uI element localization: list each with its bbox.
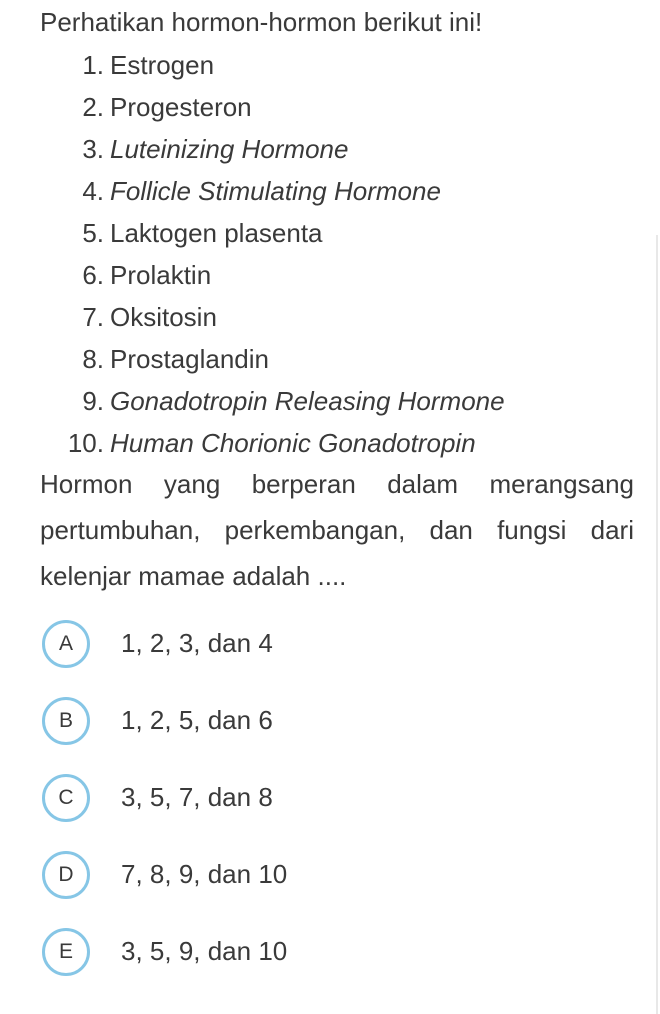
hormone-item (0, 87, 660, 129)
hormone-item (0, 339, 660, 381)
hormone-number: 8. (82, 344, 104, 374)
hormone-number: 3. (82, 134, 104, 164)
option-text[interactable]: 3, 5, 7, dan 8 (121, 782, 273, 812)
hormone-number: 4. (82, 176, 104, 206)
question-text: Hormon yang berperan dalam merangsang pertumbuhan, perkembangan, dan fungsi dari kelenjar mamae adalah .... (40, 469, 634, 591)
hormone-name: Estrogen (110, 50, 215, 80)
hormone-number: 1. (82, 50, 104, 80)
hormone-item (0, 423, 660, 465)
option-letter-badge[interactable]: D (42, 851, 90, 899)
hormone-number: 9. (82, 386, 104, 416)
hormone-name: Prolaktin (110, 260, 212, 290)
answer-option-c[interactable] (0, 763, 660, 840)
hormone-name: Follicle Stimulating Hormone (110, 176, 441, 206)
hormone-name: Human Chorionic Gonadotropin (110, 428, 476, 458)
hormone-item (0, 213, 660, 255)
hormone-list (0, 45, 660, 465)
option-letter-badge[interactable]: A (42, 620, 90, 668)
answer-option-d[interactable] (0, 840, 660, 917)
hormone-number: 2. (82, 92, 104, 122)
hormone-number: 10. (67, 428, 104, 458)
hormone-name: Progesteron (110, 92, 252, 122)
hormone-name: Oksitosin (110, 302, 217, 332)
hormone-item (0, 45, 660, 87)
answer-option-a[interactable] (0, 609, 660, 686)
hormone-item (0, 129, 660, 171)
hormone-number: 5. (82, 218, 104, 248)
answer-option-b[interactable] (0, 686, 660, 763)
hormone-number: 6. (82, 260, 104, 290)
hormone-name: Prostaglandin (110, 344, 269, 374)
option-text[interactable]: 3, 5, 9, dan 10 (121, 936, 288, 966)
option-letter-badge[interactable]: B (42, 697, 90, 745)
question-intro: Perhatikan hormon-hormon berikut ini! (40, 7, 483, 37)
hormone-name: Laktogen plasenta (110, 218, 323, 248)
option-text[interactable]: 1, 2, 5, dan 6 (121, 705, 273, 735)
answer-option-e[interactable] (0, 917, 660, 994)
option-letter-badge[interactable]: E (42, 928, 90, 976)
answer-options (0, 609, 660, 994)
hormone-item (0, 381, 660, 423)
hormone-item (0, 297, 660, 339)
hormone-item (0, 171, 660, 213)
option-letter-badge[interactable]: C (42, 774, 90, 822)
hormone-number: 7. (82, 302, 104, 332)
hormone-item (0, 255, 660, 297)
option-text[interactable]: 7, 8, 9, dan 10 (121, 859, 288, 889)
hormone-name: Luteinizing Hormone (110, 134, 349, 164)
hormone-name: Gonadotropin Releasing Hormone (110, 386, 505, 416)
option-text[interactable]: 1, 2, 3, dan 4 (121, 628, 273, 658)
